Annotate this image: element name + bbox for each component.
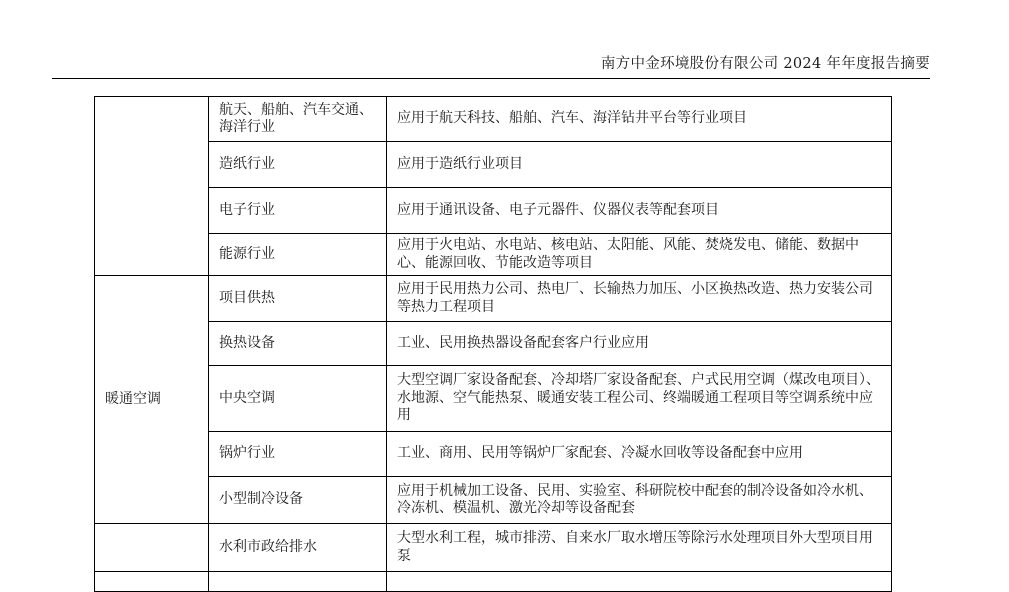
application-cell: 应用于造纸行业项目 (387, 142, 892, 188)
table-row (95, 477, 892, 524)
application-cell: 大型空调厂家设备配套、冷却塔厂家设备配套、户式民用空调（煤改电项目）、水地源、空气能热泵、暖通安装工程公司、终端暖通工程项目等空调系统中应用 (387, 366, 892, 432)
application-cell: 工业、民用换热器设备配套客户行业应用 (387, 322, 892, 366)
category-cell-empty (95, 97, 209, 276)
table-row (95, 432, 892, 477)
application-cell-empty (387, 572, 892, 592)
sub-industry-cell: 航天、船舶、汽车交通、海洋行业 (209, 97, 387, 142)
table-row (95, 276, 892, 322)
application-cell: 应用于航天科技、船舶、汽车、海洋钻井平台等行业项目 (387, 97, 892, 142)
application-table (94, 96, 892, 592)
table-row (95, 97, 892, 142)
sub-industry-cell: 造纸行业 (209, 142, 387, 188)
category-cell: 暖通空调 (95, 276, 209, 524)
sub-industry-cell: 水利市政给排水 (209, 524, 387, 572)
application-cell: 应用于机械加工设备、民用、实验室、科研院校中配套的制冷设备如冷水机、冷冻机、模温机、激光冷却等设备配套 (387, 477, 892, 524)
sub-industry-cell: 能源行业 (209, 234, 387, 276)
application-cell: 工业、商用、民用等锅炉厂家配套、冷凝水回收等设备配套中应用 (387, 432, 892, 477)
sub-industry-cell: 小型制冷设备 (209, 477, 387, 524)
table-row (95, 188, 892, 234)
category-cell-empty (95, 524, 209, 572)
application-cell: 大型水利工程，城市排涝、自来水厂取水增压等除污水处理项目外大型项目用泵 (387, 524, 892, 572)
category-cell-empty (95, 572, 209, 592)
table-row (95, 142, 892, 188)
table-row (95, 322, 892, 366)
table-row (95, 524, 892, 572)
page-header (0, 0, 1009, 82)
application-cell: 应用于火电站、水电站、核电站、太阳能、风能、焚烧发电、储能、数据中心、能源回收、节能改造等项目 (387, 234, 892, 276)
report-title: 南方中金环境股份有限公司 2024 年年度报告摘要 (600, 56, 930, 72)
sub-industry-cell: 电子行业 (209, 188, 387, 234)
sub-industry-cell: 锅炉行业 (209, 432, 387, 477)
table-row (95, 572, 892, 592)
table-row (95, 366, 892, 432)
header-rule (52, 78, 930, 79)
table-row (95, 234, 892, 276)
application-cell: 应用于民用热力公司、热电厂、长输热力加压、小区换热改造、热力安装公司等热力工程项目 (387, 276, 892, 322)
sub-industry-cell-empty (209, 572, 387, 592)
sub-industry-cell: 中央空调 (209, 366, 387, 432)
application-cell: 应用于通讯设备、电子元器件、仪器仪表等配套项目 (387, 188, 892, 234)
sub-industry-cell: 换热设备 (209, 322, 387, 366)
sub-industry-cell: 项目供热 (209, 276, 387, 322)
